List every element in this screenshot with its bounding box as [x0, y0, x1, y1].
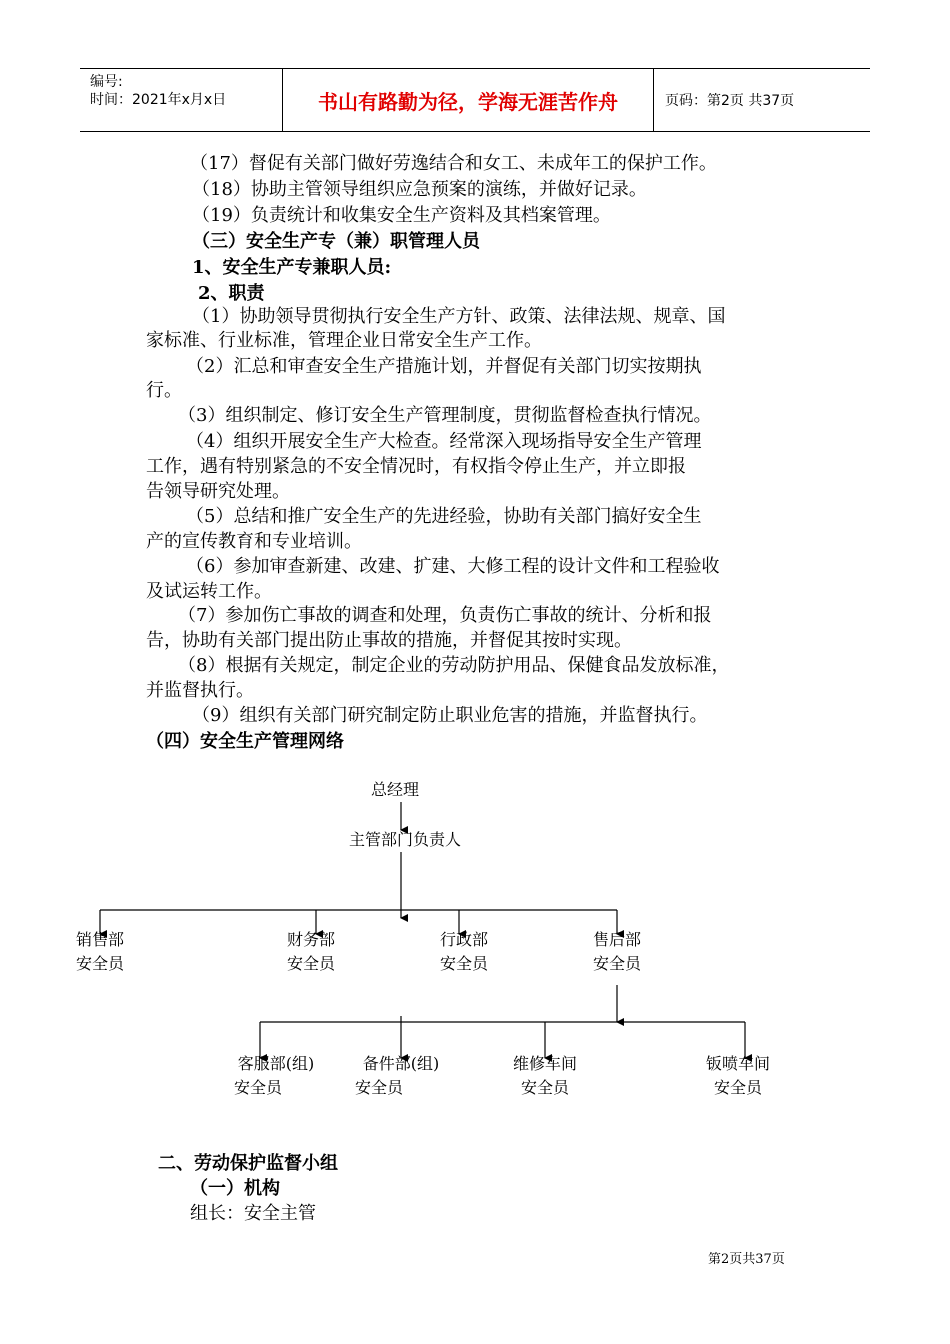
text-line: （7）参加伤亡事故的调查和处理，负责伤亡事故的统计、分析和报 [178, 605, 712, 626]
text-line: 并监督执行。 [146, 680, 254, 701]
org-node-role: 安全员 [75, 954, 124, 973]
page-footer: 第2页共37页 [708, 1252, 785, 1267]
text-line: （18）协助主管领导组织应急预案的演练，并做好记录。 [192, 179, 647, 200]
text-line: （17）督促有关部门做好劳逸结合和女工、未成年工的保护工作。 [190, 153, 717, 174]
org-node-second: 主管部门负责人 [348, 830, 461, 849]
org-node-name: 售后部 [592, 930, 641, 949]
text-line: 组长：安全主管 [190, 1203, 316, 1224]
org-node-bodyshop [693, 1052, 783, 1100]
sub-heading: 1、安全生产专兼职人员: [192, 257, 392, 278]
org-node-name: 销售部 [75, 930, 124, 949]
org-node-role: 安全员 [592, 954, 641, 973]
header-page-info: 页码：第2页 共37页 [665, 93, 795, 109]
sub-heading: （一）机构 [190, 1178, 280, 1199]
text-line: （9）组织有关部门研究制定防止职业危害的措施，并监督执行。 [192, 705, 708, 726]
text-line: 工作，遇有特别紧急的不安全情况时，有权指令停止生产，并立即报 [146, 456, 686, 477]
org-node-top: 总经理 [370, 780, 419, 799]
text-line: （6）参加审查新建、改建、扩建、大修工程的设计文件和工程验收 [186, 556, 720, 577]
org-node-parts [345, 1052, 457, 1100]
org-node-repair [500, 1052, 590, 1100]
text-line: （4）组织开展安全生产大检查。经常深入现场指导安全生产管理 [186, 431, 702, 452]
text-line: 告领导研究处理。 [146, 481, 290, 502]
section-heading: （三）安全生产专（兼）职管理人员 [192, 231, 480, 252]
text-line: （3）组织制定、修订安全生产管理制度，贯彻监督检查执行情况。 [178, 405, 712, 426]
org-node-role: 安全员 [439, 954, 488, 973]
number-label: 编号: [90, 74, 123, 90]
org-node-role: 安全员 [520, 1078, 569, 1097]
org-node-name: 客服部(组) [237, 1054, 315, 1073]
section-heading: 二、劳动保护监督小组 [158, 1153, 338, 1174]
text-line: （2）汇总和审查安全生产措施计划，并督促有关部门切实按期执 [186, 356, 702, 377]
org-node-name: 财务部 [286, 930, 335, 949]
text-line: 产的宣传教育和专业培训。 [146, 531, 362, 552]
time-label: 时间：2021年x月x日 [90, 92, 227, 108]
org-node-aftersales [582, 928, 652, 976]
text-line: 行。 [146, 380, 182, 401]
header-motto: 书山有路勤为径，学海无涯苦作舟 [282, 69, 654, 131]
text-line: 家标准、行业标准，管理企业日常安全生产工作。 [146, 330, 542, 351]
text-line: （1）协助领导贯彻执行安全生产方针、政策、法律法规、规章、国 [192, 306, 726, 327]
sub-heading: 2、职责 [198, 283, 265, 304]
text-line: （19）负责统计和收集安全生产资料及其档案管理。 [192, 205, 611, 226]
text-line: 告，协助有关部门提出防止事故的措施，并督促其按时实现。 [146, 630, 632, 651]
text-line: （8）根据有关规定，制定企业的劳动防护用品、保健食品发放标准， [178, 655, 730, 676]
org-node-role: 安全员 [713, 1078, 762, 1097]
org-node-role: 安全员 [286, 954, 335, 973]
section-heading: （四）安全生产管理网络 [146, 731, 344, 752]
text-line: （5）总结和推广安全生产的先进经验，协助有关部门搞好安全生 [186, 506, 702, 527]
org-node-finance [276, 928, 346, 976]
org-node-sales [65, 928, 135, 976]
org-node-name: 备件部(组) [362, 1054, 440, 1073]
org-node-name: 钣喷车间 [705, 1054, 770, 1073]
org-node-role: 安全员 [355, 1078, 404, 1097]
org-node-role: 安全员 [234, 1078, 283, 1097]
org-node-name: 维修车间 [512, 1054, 577, 1073]
org-node-admin [429, 928, 499, 976]
text-line: 及试运转工作。 [146, 581, 272, 602]
org-node-customer-service [220, 1052, 332, 1100]
org-node-name: 行政部 [439, 930, 488, 949]
